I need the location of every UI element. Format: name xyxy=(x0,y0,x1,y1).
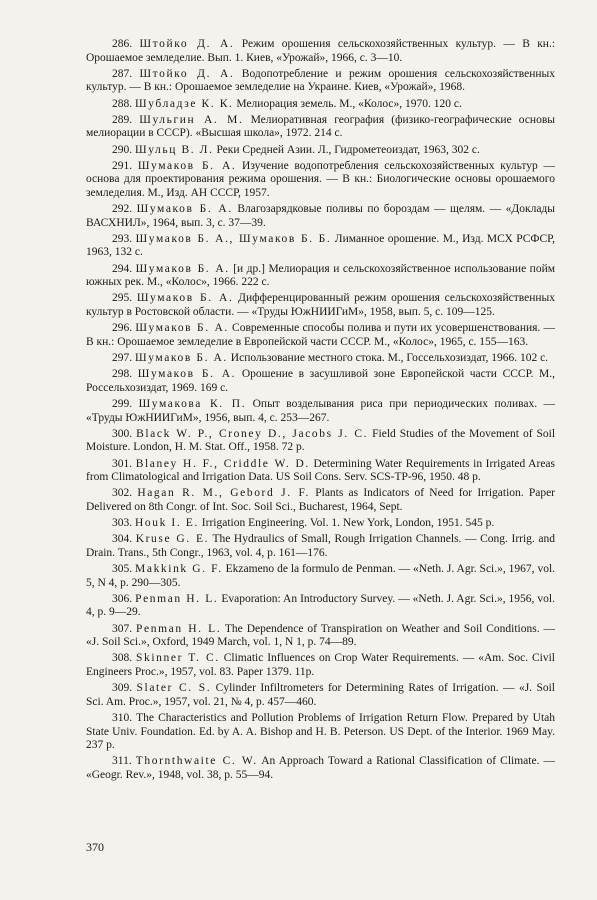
reference-author: Шумаков Б. А. xyxy=(137,368,237,381)
reference-author: Шумаков Б. А. xyxy=(136,203,233,216)
reference-text: Evaporation: An Introductory Survey. — «Neth. J. Agr. Sci.», 1956, vol. 4, p. 9—29. xyxy=(86,592,555,619)
reference-text: Мелиорация земель. М., «Колос», 1970. 120 с. xyxy=(236,97,462,110)
reference-number: 309. xyxy=(112,682,133,695)
reference-item xyxy=(86,144,555,158)
reference-text: Современные способы полива и пути их усовершенствования. — В кн.: Орошаемое земледелие в Европейской части СССР. М., «Колос», 1965, с. 155—163. xyxy=(86,322,555,348)
reference-item xyxy=(86,563,555,590)
reference-number: 299. xyxy=(112,397,133,410)
reference-item xyxy=(86,458,555,485)
reference-number: 300. xyxy=(112,427,133,440)
reference-number: 308. xyxy=(112,652,133,665)
reference-item xyxy=(86,38,555,65)
reference-item xyxy=(86,114,555,141)
reference-number: 286. xyxy=(112,38,133,50)
reference-item xyxy=(86,712,555,753)
reference-author: Шумаков Б. А. xyxy=(135,352,228,364)
reference-item xyxy=(86,98,555,112)
reference-item xyxy=(86,487,555,514)
reference-text: The Dependence of Transpiration on Weather and Soil Conditions. — «J. Soil Sci.», Oxford, 1949 March, vol. 1, N 1, p. 74—89. xyxy=(86,622,556,649)
reference-text: The Hydraulics of Small, Rough Irrigation Channels. — Cong. Irrig. and Drain. Trans., 5th Congr., 1963, vol. 4, p. 161—176. xyxy=(86,533,555,559)
reference-number: 289. xyxy=(112,113,133,126)
reference-author: Penman H. L. xyxy=(136,622,222,635)
reference-number: 304. xyxy=(112,533,133,546)
reference-number: 310. xyxy=(112,711,133,724)
reference-number: 311. xyxy=(112,755,132,768)
reference-item xyxy=(86,652,555,679)
reference-author: Шумаков Б. А. xyxy=(135,322,229,335)
reference-item xyxy=(86,623,555,650)
reference-number: 307. xyxy=(112,622,133,635)
reference-text: An Approach Toward a Rational Classification of Climate. — «Geogr. Rev.», 1948, vol. 38, p. 55—94. xyxy=(86,755,556,781)
reference-author: Slater C. S. xyxy=(136,682,212,695)
reference-author: Houk I. E. xyxy=(135,517,199,530)
reference-number: 306. xyxy=(112,592,133,605)
reference-text: Водопотребление и режим орошения сельскохозяйственных культур. — В кн.: Орошаемое земледелие на Украине. Киев, «Урожай», 1968. xyxy=(86,67,556,94)
reference-text: Ekzameno de la formulo de Penman. — «Neth. J. Agr. Sci.», 1967, vol. 5, N 4, p. 290—305. xyxy=(86,563,556,589)
reference-text: Determining Water Requirements in Irrigated Areas from Climatological and Irrigation Data. US Soil Cons. Serv. SCS-TP-96, 1950. 48 p. xyxy=(86,457,556,484)
reference-author: Штойко Д. А. xyxy=(139,67,235,80)
reference-text: Plants as Indicators of Need for Irrigation. Paper Delivered on 8th Congr. of Int. Soc. Soil Sci., Bucharest, 1964, Sept. xyxy=(86,487,556,513)
reference-author: Шумаков Б. А., Шумаков Б. Б. xyxy=(135,232,332,245)
reference-list xyxy=(86,38,555,783)
reference-number: 296. xyxy=(112,322,133,335)
reference-text: Влагозарядковые поливы по бороздам — щелям. — «Доклады ВАСХНИЛ», 1964, вып. 3, с. 37—39. xyxy=(86,203,556,229)
reference-text: Орошение в засушливой зоне Европейской части СССР. М., Россельхозиздат, 1969. 169 с. xyxy=(86,368,556,394)
reference-text: Дифференцированный режим орошения сельскохозяйственных культур в Ростовской области. — «Труды ЮжНИИГиМ», 1958, вып. 5, с. 109—125. xyxy=(86,292,555,319)
reference-item xyxy=(86,368,555,395)
reference-text: Irrigation Engineering. Vol. 1. New York, London, 1951. 545 p. xyxy=(201,517,495,530)
reference-author: Штойко Д. А. xyxy=(139,38,235,50)
reference-item xyxy=(86,428,555,455)
reference-text: Field Studies of the Movement of Soil Moisture. London, H. M. Stat. Off., 1958. 72 p. xyxy=(86,427,556,454)
reference-author: Thornthwaite C. W. xyxy=(135,755,258,768)
reference-number: 293. xyxy=(112,232,133,245)
reference-text: Изучение водопотребления сельскохозяйственных культур — основа для проектирования режима орошения. — В кн.: Биологические основы орошаемого земледелия. М., Изд. АН СССР, 1957. xyxy=(86,159,555,199)
reference-number: 301. xyxy=(112,457,133,470)
reference-number: 305. xyxy=(112,563,133,576)
reference-number: 294. xyxy=(112,262,133,275)
reference-item xyxy=(86,682,555,709)
reference-item xyxy=(86,68,555,95)
reference-number: 290. xyxy=(112,143,133,156)
reference-number: 298. xyxy=(112,368,133,381)
reference-number: 287. xyxy=(112,67,133,80)
reference-item xyxy=(86,160,555,201)
reference-text: [и др.] Мелиорация и сельскохозяйственное использование пойм южных рек. М., «Колос», 1966. 222 с. xyxy=(86,262,556,289)
reference-text: Реки Средней Азии. Л., Гидрометеоиздат, 1963, 302 с. xyxy=(216,143,480,156)
reference-author: Kruse G. E. xyxy=(135,533,210,546)
page-number: 370 xyxy=(86,840,104,854)
reference-item xyxy=(86,263,555,290)
reference-text: Мелиоративная география (физико-географические основы мелиорации в СССР). «Высшая школа», 1972. 214 с. xyxy=(86,113,555,140)
reference-item xyxy=(86,398,555,425)
reference-number: 302. xyxy=(112,487,133,500)
reference-number: 297. xyxy=(112,352,133,364)
reference-item xyxy=(86,233,555,260)
reference-text: Режим орошения сельскохозяйственных культур. — В кн.: Орошаемое земледелие. Вып. 1. Киев, «Урожай», 1966, с. 3—10. xyxy=(86,38,556,64)
reference-author: Makkink G. F. xyxy=(135,563,223,576)
reference-number: 291. xyxy=(112,159,133,172)
reference-text: The Characteristics and Pollution Problems of Irrigation Return Flow. Prepared by Utah State Univ. Foundation. Ed. by A. A. Bishop and H. B. Peterson. US Dept. of the Interior. 1969 May. 237 p. xyxy=(86,711,555,752)
reference-item xyxy=(86,322,555,349)
reference-number: 292. xyxy=(112,203,133,216)
reference-item xyxy=(86,292,555,319)
reference-author: Шумаков Б. А. xyxy=(137,159,237,172)
reference-text: Опыт возделывания риса при периодических поливах. — «Труды ЮжНИИГиМ», 1956, вып. 4, с. 253—267. xyxy=(86,397,556,424)
reference-author: Hagan R. M., Gebord J. F. xyxy=(137,487,311,500)
reference-item xyxy=(86,517,555,531)
reference-author: Шумаков Б. А. xyxy=(136,292,234,305)
reference-item xyxy=(86,533,555,560)
reference-number: 288. xyxy=(112,97,133,110)
reference-text: Использование местного стока. М., Госсельхозиздат, 1966. 102 с. xyxy=(230,352,549,364)
reference-item xyxy=(86,203,555,230)
reference-number: 295. xyxy=(112,292,133,305)
reference-author: Шубладзе К. К. xyxy=(135,97,234,110)
reference-author: Шумаков Б. А. xyxy=(135,262,230,275)
reference-author: Penman H. L. xyxy=(135,592,219,605)
reference-item xyxy=(86,352,555,366)
reference-author: Black W. P., Croney D., Jacobs J. C. xyxy=(136,427,369,440)
reference-author: Шульц В. Л. xyxy=(135,143,214,156)
reference-author: Blaney H. F., Criddle W. D. xyxy=(135,457,310,470)
reference-item xyxy=(86,593,555,620)
reference-text: Cylinder Infiltrometers for Determining Rates of Irrigation. — «J. Soil Sci. Am. Proc.», 1957, vol. 21, № 4, p. 457—460. xyxy=(86,682,556,708)
reference-author: Шульгин А. М. xyxy=(139,113,244,126)
reference-number: 303. xyxy=(112,517,133,530)
reference-text: Лиманное орошение. М., Изд. МСХ РСФСР, 1963, 132 с. xyxy=(86,232,556,259)
reference-author: Шумакова К. П. xyxy=(138,397,247,410)
reference-item xyxy=(86,755,555,782)
reference-author: Skinner T. C. xyxy=(136,652,220,665)
reference-text: Climatic Influences on Crop Water Requirements. — «Am. Soc. Civil Engineers Proc.», 1957, vol. 83. Paper 1379. 11p. xyxy=(86,652,556,678)
